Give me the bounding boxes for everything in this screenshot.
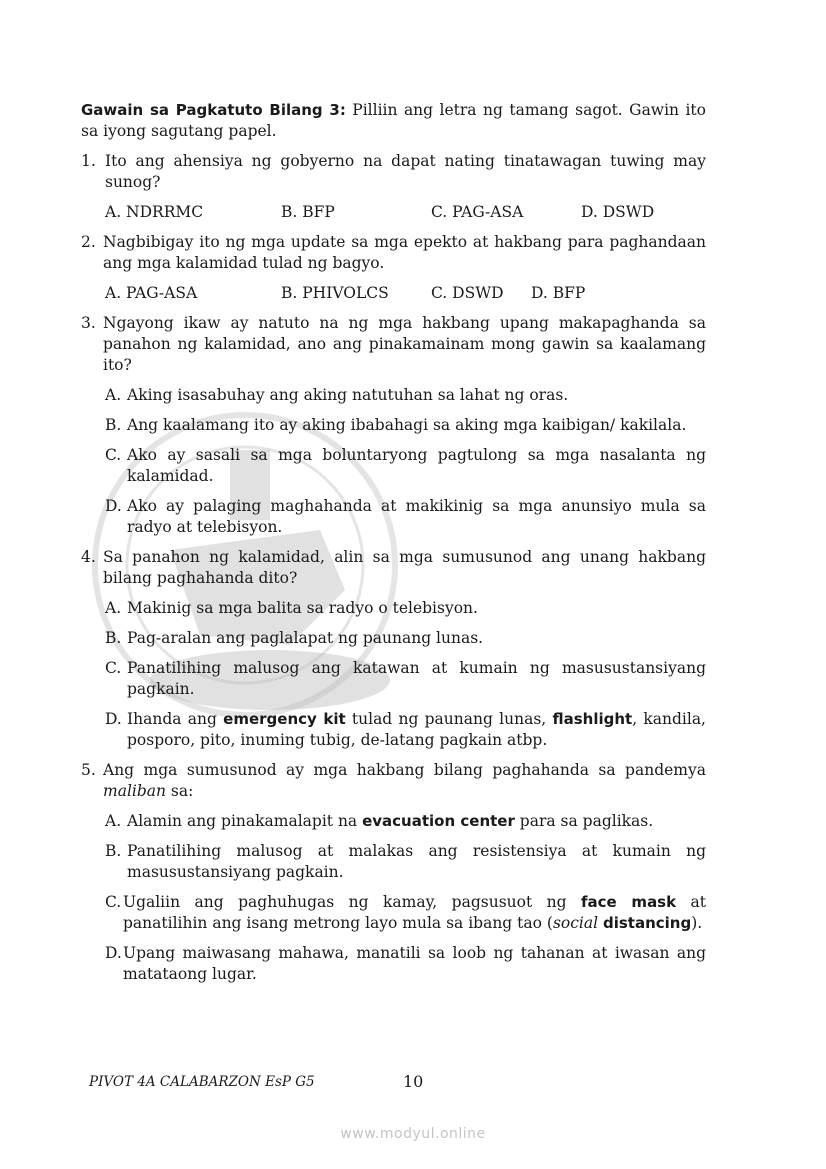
option-text: Ang kaalamang ito ay aking ibabahagi sa aking mga kaibigan/ kakilala. [127, 416, 687, 434]
option-text [127, 811, 706, 832]
question-text [103, 760, 706, 802]
question-number: 2. [81, 233, 96, 251]
choice-d: D. BFP [531, 284, 586, 302]
option-letter: C. [105, 893, 122, 911]
question-4-option-d [81, 709, 706, 751]
question-5-option-a [81, 811, 706, 832]
question-3-option-d [81, 496, 706, 538]
option-text: Ako ay sasali sa mga boluntaryong pagtulong sa mga nasalanta ng kalamidad. [127, 446, 706, 485]
question-text: Ngayong ikaw ay natuto na ng mga hakbang upang makapaghanda sa panahon ng kalamidad, ano ang pinakamainam mong gawin sa kaalamang ito? [103, 314, 706, 374]
option-letter: A. [105, 599, 122, 617]
option-text: Upang maiwasang mahawa, manatili sa loob ng tahanan at iwasan ang matataong lugar. [123, 944, 706, 983]
question-4 [81, 547, 706, 589]
worksheet-content [81, 100, 706, 994]
choice-a: A. NDRRMC [105, 203, 204, 221]
question-3-option-a [81, 385, 706, 406]
option-text: Panatilihing malusog at malakas ang resistensiya at kumain ng masusustansiyang pagkain. [127, 842, 706, 881]
text-part: , kandila, posporo, pito, inuming tubig, de-latang pagkain atbp. [127, 710, 706, 749]
text-part: ). [691, 914, 703, 932]
choice-d: D. DSWD [581, 203, 655, 221]
question-number: 4. [81, 548, 96, 566]
question-2 [81, 232, 706, 274]
question-text: Sa panahon ng kalamidad, alin sa mga sumusunod ang unang hakbang bilang paghahanda dito? [103, 548, 706, 587]
option-letter: A. [105, 386, 122, 404]
option-text: Makinig sa mga balita sa radyo o telebisyon. [127, 599, 478, 617]
option-text: Pag-aralan ang paglalapat ng paunang lunas. [127, 629, 484, 647]
question-number: 5. [81, 761, 96, 779]
option-text: Ako ay palaging maghahanda at makikinig sa mga anunsiyo mula sa radyo at telebisyon. [127, 497, 706, 536]
text-part: tulad ng paunang lunas, [345, 710, 553, 728]
question-text: Ito ang ahensiya ng gobyerno na dapat nating tinatawagan tuwing may sunog? [105, 152, 706, 191]
instructions [81, 100, 706, 142]
text-part: Ang mga sumusunod ay mga hakbang bilang paghahanda sa pandemya [103, 761, 706, 779]
text-part: Ugaliin ang paghuhugas ng kamay, pagsusuot ng [123, 893, 581, 911]
bold-term-emergency-kit: emergency kit [223, 710, 346, 728]
option-text [127, 709, 706, 751]
question-4-option-c [81, 658, 706, 700]
question-4-option-b [81, 628, 706, 649]
option-letter: B. [105, 842, 122, 860]
choice-b: B. BFP [281, 203, 335, 221]
text-part: Ihanda ang [127, 710, 224, 728]
option-text [123, 892, 706, 934]
option-letter: B. [105, 416, 122, 434]
option-letter: D. [105, 710, 122, 728]
choice-c: C. PAG-ASA [431, 203, 524, 221]
page-number: 10 [403, 1072, 424, 1091]
choice-a: A. PAG-ASA [105, 284, 198, 302]
option-text: Panatilihing malusog ang katawan at kumain ng masusustansiyang pagkain. [127, 659, 706, 698]
question-5-option-d [81, 943, 706, 985]
question-number: 3. [81, 314, 96, 332]
option-letter: C. [105, 446, 122, 464]
footer-source: PIVOT 4A CALABARZON EsP G5 [89, 1074, 315, 1090]
instructions-text: Pilliin ang letra ng tamang sagot. Gawin ito sa iyong sagutang papel. [81, 101, 706, 140]
question-3-option-c [81, 445, 706, 487]
site-watermark: www.modyul.online [340, 1126, 486, 1142]
question-5-option-c [81, 892, 706, 934]
italic-social: social [552, 914, 599, 932]
option-letter: D. [105, 497, 122, 515]
question-4-option-a [81, 598, 706, 619]
text-part: Alamin ang pinakamalapit na [127, 812, 363, 830]
text-part: at panatilihin ang isang metrong layo mula sa ibang tao ( [123, 893, 707, 932]
option-letter: A. [105, 812, 122, 830]
question-5 [81, 760, 706, 802]
bold-term-evacuation-center: evacuation center [362, 812, 515, 830]
text-part: para sa paglikas. [514, 812, 654, 830]
option-text: Aking isasabuhay ang aking natutuhan sa lahat ng oras. [127, 386, 569, 404]
option-letter: C. [105, 659, 122, 677]
question-3-option-b [81, 415, 706, 436]
question-number: 1. [81, 152, 96, 170]
option-letter: B. [105, 629, 122, 647]
bold-term-flashlight: flashlight [552, 710, 633, 728]
choice-c: C. DSWD [431, 284, 504, 302]
activity-label: Gawain sa Pagkatuto Bilang 3: [81, 101, 346, 119]
italic-maliban: maliban [103, 782, 166, 800]
question-2-choices [81, 283, 706, 304]
question-1 [81, 151, 706, 193]
bold-term-distancing: distancing [603, 914, 692, 932]
question-5-option-b [81, 841, 706, 883]
choice-b: B. PHIVOLCS [281, 284, 389, 302]
question-3 [81, 313, 706, 376]
text-part: sa: [166, 782, 194, 800]
question-text: Nagbibigay ito ng mga update sa mga epekto at hakbang para paghandaan ang mga kalamidad tulad ng bagyo. [103, 233, 706, 272]
question-1-choices [81, 202, 706, 223]
bold-term-face-mask: face mask [580, 893, 677, 911]
option-letter: D. [105, 944, 122, 962]
